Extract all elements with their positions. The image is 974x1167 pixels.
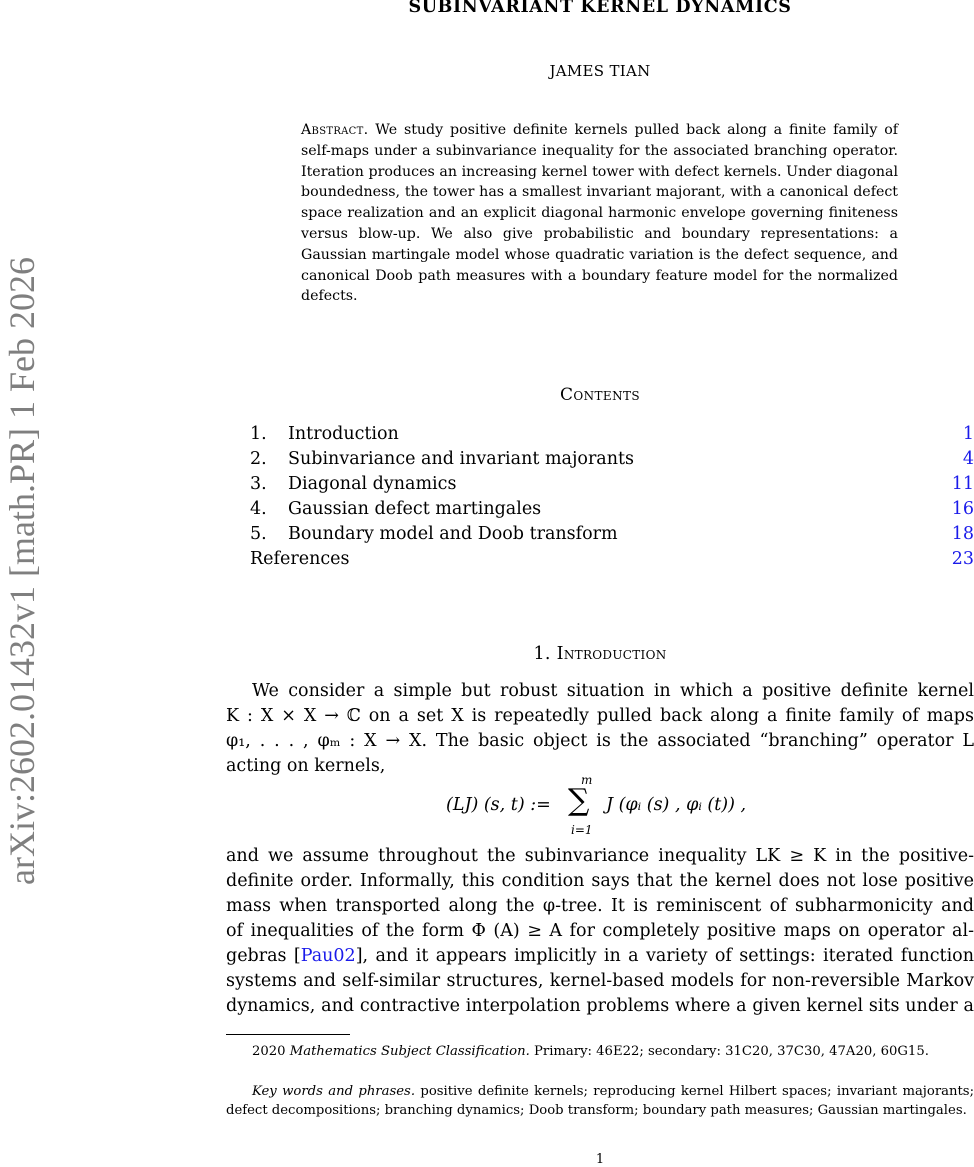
section-heading-introduction [0,644,974,664]
msc-text: Primary: 46E22; secondary: 31C20, 37C30, 47A20, 60G15. [534,1044,929,1059]
author-name: JAMES TIAN [549,62,651,80]
sum-symbol: ∑ [568,783,590,818]
toc-title: Diagonal dynamics [288,474,457,494]
keywords-text: positive definite kernels; reproducing kernel Hilbert spaces; invariant majorants; defect decompositions; branching dynamics; Doob transform; boundary path measures; Gaussian martingales. [226,1084,974,1118]
body-line: systems and self-similar structures, kernel-based models for non-reversible Markov [226,971,974,991]
body-line: definite order. Informally, this condition says that the kernel does not lose positive [226,871,974,891]
body-line: dynamics, and contractive interpolation problems where a given kernel sits under a [226,996,974,1016]
toc-title: Introduction [288,424,399,444]
toc-page-link[interactable]: 1 [962,424,974,444]
body-line: mass when transported along the φ-tree. It is reminiscent of subharmonicity and [226,896,974,916]
sum-lower-limit: i=1 [571,823,593,837]
body-line: and we assume throughout the subinvariance inequality LK ≥ K in the positive- [226,846,974,866]
toc-entry-introduction[interactable] [250,422,974,447]
toc-page-link[interactable]: 4 [962,449,974,469]
toc-entry-diagonal-dynamics[interactable] [250,472,974,497]
abstract [301,120,898,307]
toc-page-link[interactable]: 11 [951,474,974,494]
footnote-rule [226,1034,350,1035]
body-text: ], and it appears implicitly in a variety of settings: iterated function [355,946,974,966]
body-line: K : X × X → ℂ on a set X is repeatedly pulled back along a finite family of maps [226,706,974,726]
toc-entry-boundary[interactable] [250,522,974,547]
toc-page-link[interactable]: 23 [951,549,974,569]
toc-title: References [250,549,350,569]
toc-page-link[interactable]: 18 [951,524,974,544]
toc-number: 2. [250,449,267,469]
contents-heading: Contents [559,385,641,405]
footnote-msc [226,1043,974,1062]
equation-lhs: (LJ) (s, t) := [446,795,551,815]
sum-upper-limit: m [581,773,593,787]
toc-title: Gaussian defect martingales [288,499,542,519]
msc-label: Mathematics Subject Classification. [289,1044,530,1059]
toc-title: Subinvariance and invariant majorants [288,449,635,469]
body-text: gebras [ [226,946,301,966]
toc-number: 3. [250,474,267,494]
msc-year: 2020 [252,1044,286,1059]
abstract-text: We study positive definite kernels pulled back along a finite family of self-maps under a subinvariance inequality for the associated branching operator. Iteration produces an increasing kernel tower with defect kernels. Under diagonal boundedness, the tower has a smallest invariant majorant, with a canonical defect space realization and an explicit diagonal harmonic envelope governing finiteness versus blow-up. We also give probabilistic and boundary representations: a Gaussian martingale model whose quadratic variation is the defect sequence, and canonical Doob path measures with a boundary feature model for the normalized defects. [301,122,898,305]
toc-entry-references[interactable] [250,547,974,572]
body-line: of inequalities of the form Φ (A) ≥ A for completely positive maps on operator al- [226,921,974,941]
branching-operator-equation [226,775,974,841]
toc-page-link[interactable]: 16 [951,499,974,519]
citation-link[interactable]: Pau02 [300,946,356,966]
abstract-label: Abstract. [301,122,369,138]
toc-number: 4. [250,499,267,519]
toc-entry-gaussian[interactable] [250,497,974,522]
toc-number: 1. [250,424,267,444]
arxiv-stamp: arXiv:2602.01432v1 [math.PR] 1 Feb 2026 [2,257,42,885]
toc-title: Boundary model and Doob transform [288,524,618,544]
footnote-keywords [226,1083,974,1120]
toc-entry-subinvariance[interactable] [250,447,974,472]
body-line: acting on kernels, [226,756,386,776]
body-line: We consider a simple but robust situation in which a positive definite kernel [252,681,974,701]
paper-title: SUBINVARIANT KERNEL DYNAMICS [408,0,792,17]
section-number: 1. [533,644,551,664]
section-title: Introduction [556,644,667,664]
page-number: 1 [595,1152,605,1167]
keywords-label: Key words and phrases. [252,1084,416,1099]
equation-rhs: J (φᵢ (s) , φᵢ (t)) , [606,795,747,815]
body-line [226,944,974,969]
body-line: φ₁, . . . , φₘ : X → X. The basic object is the associated “branching” operator L [226,731,974,751]
toc-number: 5. [250,524,267,544]
table-of-contents [250,422,974,572]
